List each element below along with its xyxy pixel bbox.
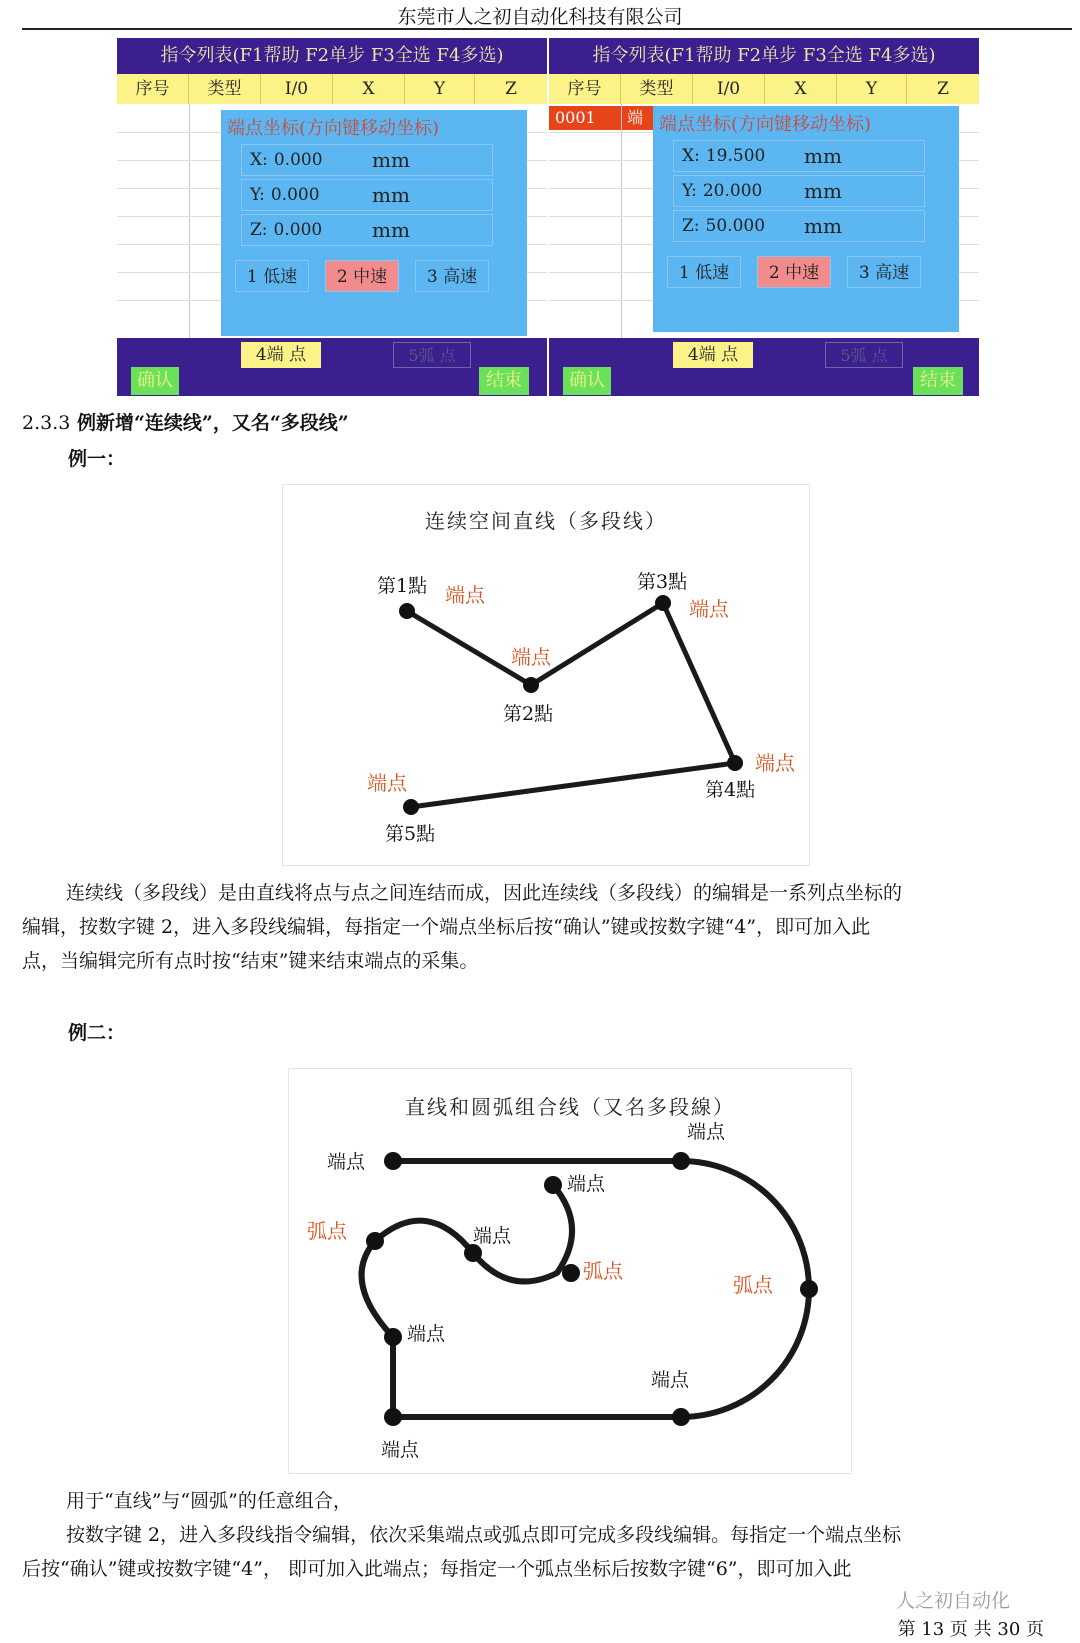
arc-point-label: 弧点 <box>583 1259 623 1283</box>
node-dot <box>672 1152 690 1170</box>
node-dot <box>384 1152 402 1170</box>
endpoint-button[interactable]: 4端 点 <box>673 342 753 368</box>
arc-button[interactable]: 5弧 点 <box>393 342 471 368</box>
confirm-button[interactable]: 确认 <box>563 367 611 395</box>
selected-row-type[interactable]: 端 <box>621 106 653 130</box>
col-z: Z <box>475 74 547 104</box>
polyline-path <box>407 603 735 807</box>
node-dot <box>384 1408 402 1426</box>
z-value: 50.000 <box>705 216 766 236</box>
end-button[interactable]: 结束 <box>913 367 963 395</box>
point-3-label: 第3點 <box>637 571 688 593</box>
endpoint-label: 端点 <box>407 1323 446 1345</box>
col-type: 类型 <box>621 74 693 104</box>
figure2-title: 直线和圆弧组合线（又名多段線） <box>405 1095 735 1119</box>
endpoint-label: 端点 <box>327 1151 366 1173</box>
header-rule <box>22 28 1072 30</box>
col-y: Y <box>405 74 475 104</box>
y-value: 20.000 <box>702 181 763 201</box>
col-index: 序号 <box>117 74 189 104</box>
hmi-panel-right <box>549 38 979 391</box>
paragraph-line: 编辑，按数字键 2，进入多段线编辑，每指定一个端点坐标后按“确认”键或按数字键“4”，即可加入此 <box>22 916 871 938</box>
paragraph-line: 用于“直线”与“圆弧”的任意组合， <box>66 1490 352 1512</box>
mid-speed-button[interactable]: 2 中速 <box>325 260 399 292</box>
point-1-dot <box>399 603 415 619</box>
node-dot <box>562 1264 580 1282</box>
arc-point-label: 弧点 <box>733 1273 773 1297</box>
page-header: 东莞市人之初自动化科技有限公司 <box>397 6 683 28</box>
y-unit: mm <box>372 183 410 207</box>
paragraph-line: 按数字键 2，进入多段线指令编辑，依次采集端点或弧点即可完成多段线编辑。每指定一个端点坐标 <box>66 1524 902 1546</box>
paragraph-line: 点，当编辑完所有点时按“结束”键来结束端点的采集。 <box>22 950 479 972</box>
figure1-title: 连续空间直线（多段线） <box>425 509 667 533</box>
node-dot <box>366 1232 384 1250</box>
example1-label: 例一： <box>68 448 126 470</box>
grid-line <box>189 104 190 338</box>
panel-title: 指令列表(F1帮助 F2单步 F3全选 F4多选) <box>549 38 979 74</box>
node-dot <box>800 1280 818 1298</box>
z-unit: mm <box>804 214 842 238</box>
low-speed-button[interactable]: 1 低速 <box>235 260 309 292</box>
selected-row-index[interactable]: 0001 <box>549 106 621 130</box>
col-type: 类型 <box>189 74 261 104</box>
x-label: X: <box>250 150 268 170</box>
node-dot <box>672 1408 690 1426</box>
z-label: Z: <box>682 216 700 236</box>
col-z: Z <box>907 74 979 104</box>
x-value: 19.500 <box>705 146 766 166</box>
endpoint-label: 端点 <box>367 771 407 795</box>
point-2-dot <box>523 677 539 693</box>
x-label: X: <box>682 146 700 166</box>
grid-line <box>621 104 622 338</box>
paragraph-line: 后按“确认”键或按数字键“4”， 即可加入此端点；每指定一个弧点坐标后按数字键“6”，即可加入此 <box>22 1558 852 1580</box>
figure-arc-polyline <box>288 1068 852 1474</box>
paragraph-line: 连续线（多段线）是由直线将点与点之间连结而成，因此连续线（多段线）的编辑是一系列点坐标的 <box>66 882 903 904</box>
dialog-title: 端点坐标(方向键移动坐标) <box>659 114 872 135</box>
endpoint-label: 端点 <box>755 751 795 775</box>
point-3-dot <box>655 595 671 611</box>
y-coord-field[interactable] <box>241 179 493 211</box>
high-speed-button[interactable]: 3 高速 <box>415 260 489 292</box>
x-value: 0.000 <box>273 150 323 170</box>
z-label: Z: <box>250 220 268 240</box>
col-index: 序号 <box>549 74 621 104</box>
polyline-diagram <box>283 485 809 865</box>
endpoint-label: 端点 <box>687 1121 726 1143</box>
hmi-panel-left <box>117 38 547 391</box>
point-2-label: 第2點 <box>503 703 554 725</box>
endpoint-label: 端点 <box>445 583 485 607</box>
end-button[interactable]: 结束 <box>479 367 529 395</box>
x-coord-field[interactable] <box>673 140 925 172</box>
z-unit: mm <box>372 218 410 242</box>
panel-title: 指令列表(F1帮助 F2单步 F3全选 F4多选) <box>117 38 547 74</box>
endpoint-label: 端点 <box>511 645 551 669</box>
y-coord-field[interactable] <box>673 175 925 207</box>
dialog-title: 端点坐标(方向键移动坐标) <box>227 118 440 139</box>
node-dot <box>544 1176 562 1194</box>
y-label: Y: <box>250 185 265 205</box>
arc-button[interactable]: 5弧 点 <box>825 342 903 368</box>
section-heading <box>22 408 349 435</box>
endpoint-label: 端点 <box>473 1225 512 1247</box>
point-4-dot <box>727 755 743 771</box>
watermark: 人之初自动化 <box>895 1590 1010 1612</box>
point-5-dot <box>403 799 419 815</box>
figure-polyline <box>282 484 810 866</box>
section-number: 2.3.3 <box>22 412 71 434</box>
endpoint-label: 端点 <box>567 1173 606 1195</box>
col-x: X <box>333 74 405 104</box>
x-coord-field[interactable] <box>241 144 493 176</box>
col-y: Y <box>837 74 907 104</box>
col-io: I/0 <box>693 74 765 104</box>
coord-dialog <box>221 110 527 336</box>
y-value: 0.000 <box>270 185 320 205</box>
x-unit: mm <box>372 148 410 172</box>
col-io: I/0 <box>261 74 333 104</box>
x-unit: mm <box>804 144 842 168</box>
endpoint-button[interactable]: 4端 点 <box>241 342 321 368</box>
endpoint-label: 端点 <box>689 597 729 621</box>
high-speed-button[interactable]: 3 高速 <box>847 256 921 288</box>
confirm-button[interactable]: 确认 <box>131 367 179 395</box>
example2-label: 例二： <box>68 1022 126 1044</box>
mid-speed-button[interactable]: 2 中速 <box>757 256 831 288</box>
y-unit: mm <box>804 179 842 203</box>
section-title: 例新增“连续线”，又名“多段线” <box>76 412 349 434</box>
col-x: X <box>765 74 837 104</box>
arc-point-label: 弧点 <box>307 1219 347 1243</box>
endpoint-label: 端点 <box>381 1439 420 1461</box>
z-coord-field[interactable] <box>241 214 493 246</box>
point-1-label: 第1點 <box>377 575 428 597</box>
y-label: Y: <box>682 181 697 201</box>
endpoint-label: 端点 <box>651 1369 690 1391</box>
low-speed-button[interactable]: 1 低速 <box>667 256 741 288</box>
point-4-label: 第4點 <box>705 779 756 801</box>
page-footer: 第 13 页 共 30 页 <box>897 1619 1044 1640</box>
z-coord-field[interactable] <box>673 210 925 242</box>
z-value: 0.000 <box>273 220 323 240</box>
node-dot <box>384 1328 402 1346</box>
point-5-label: 第5點 <box>385 823 436 845</box>
coord-dialog <box>653 106 959 332</box>
